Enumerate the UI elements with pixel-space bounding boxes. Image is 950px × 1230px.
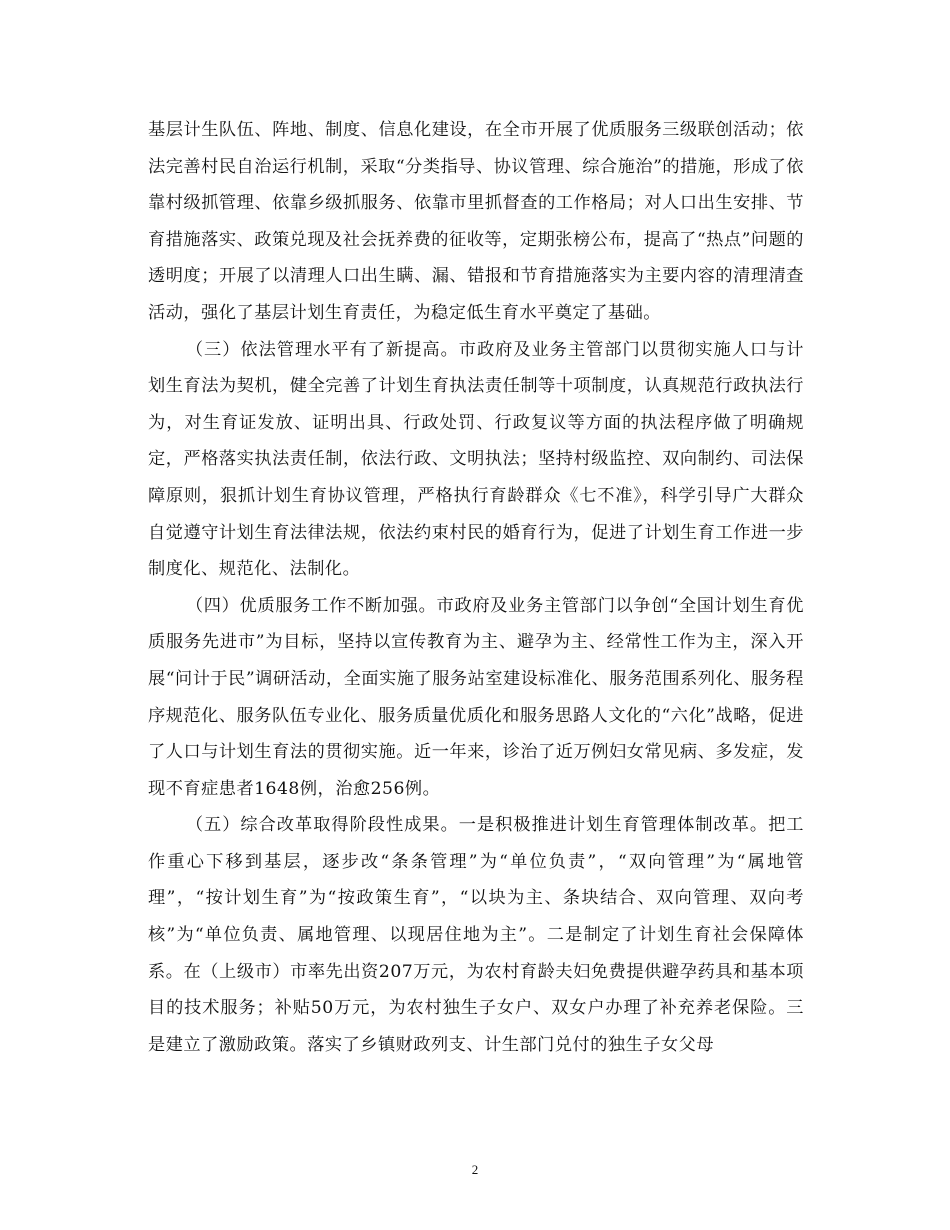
paragraph-section-4: （四）优质服务工作不断加强。市政府及业务主管部门以争创“全国计划生育优质服务先进市”为目标，坚持以宣传教育为主、避孕为主、经常性工作为主，深入开展“问计于民”调研活动，全面实施了服务站室建设标准化、服务范围系列化、服务程序规范化、服务队伍专业化、服务质量优质化和服务思路人文化的“六化”战略，促进了人口与计划生育法的贯彻实施。近一年来，诊治了近万例妇女常见病、多发症，发现不育症患者1648例，治愈256例。 xyxy=(148,595,804,799)
paragraph-continuation: 基层计生队伍、阵地、制度、信息化建设，在全市开展了优质服务三级联创活动；依法完善村民自治运行机制，采取“分类指导、协议管理、综合施治”的措施，形成了依靠村级抓管理、依靠乡级抓服务、依靠市里抓督查的工作格局；对人口出生安排、节育措施落实、政策兑现及社会抚养费的征收等，定期张榜公布，提高了“热点”问题的透明度；开展了以清理人口出生瞒、漏、错报和节育措施落实为主要内容的清理清查活动，强化了基层计划生育责任，为稳定低生育水平奠定了基础。 xyxy=(148,120,804,323)
page-number: 2 xyxy=(471,1162,479,1177)
document-body xyxy=(148,112,804,1063)
paragraph-section-5: （五）综合改革取得阶段性成果。一是积极推进计划生育管理体制改革。把工作重心下移到基层，逐步改“条条管理”为“单位负责”，“双向管理”为“属地管理”，“按计划生育”为“按政策生育”，“以块为主、条块结合、双向管理、双向考核”为“单位负责、属地管理、以现居住地为主”。二是制定了计划生育社会保障体系。在（上级市）市率先出资207万元，为农村育龄夫妇免费提供避孕药具和基本项目的技术服务；补贴50万元，为农村独生子女户、双女户办理了补充养老保险。三是建立了激励政策。落实了乡镇财政列支、计生部门兑付的独生子女父母 xyxy=(148,815,804,1055)
paragraph-section-3: （三）依法管理水平有了新提高。市政府及业务主管部门以贯彻实施人口与计划生育法为契机，健全完善了计划生育执法责任制等十项制度，认真规范行政执法行为，对生育证发放、证明出具、行政处罚、行政复议等方面的执法程序做了明确规定，严格落实执法责任制，依法行政、文明执法；坚持村级监控、双向制约、司法保障原则，狠抓计划生育协议管理，严格执行育龄群众《七不准》，科学引导广大群众自觉遵守计划生育法律法规，依法约束村民的婚育行为，促进了计划生育工作进一步制度化、规范化、法制化。 xyxy=(148,339,804,580)
